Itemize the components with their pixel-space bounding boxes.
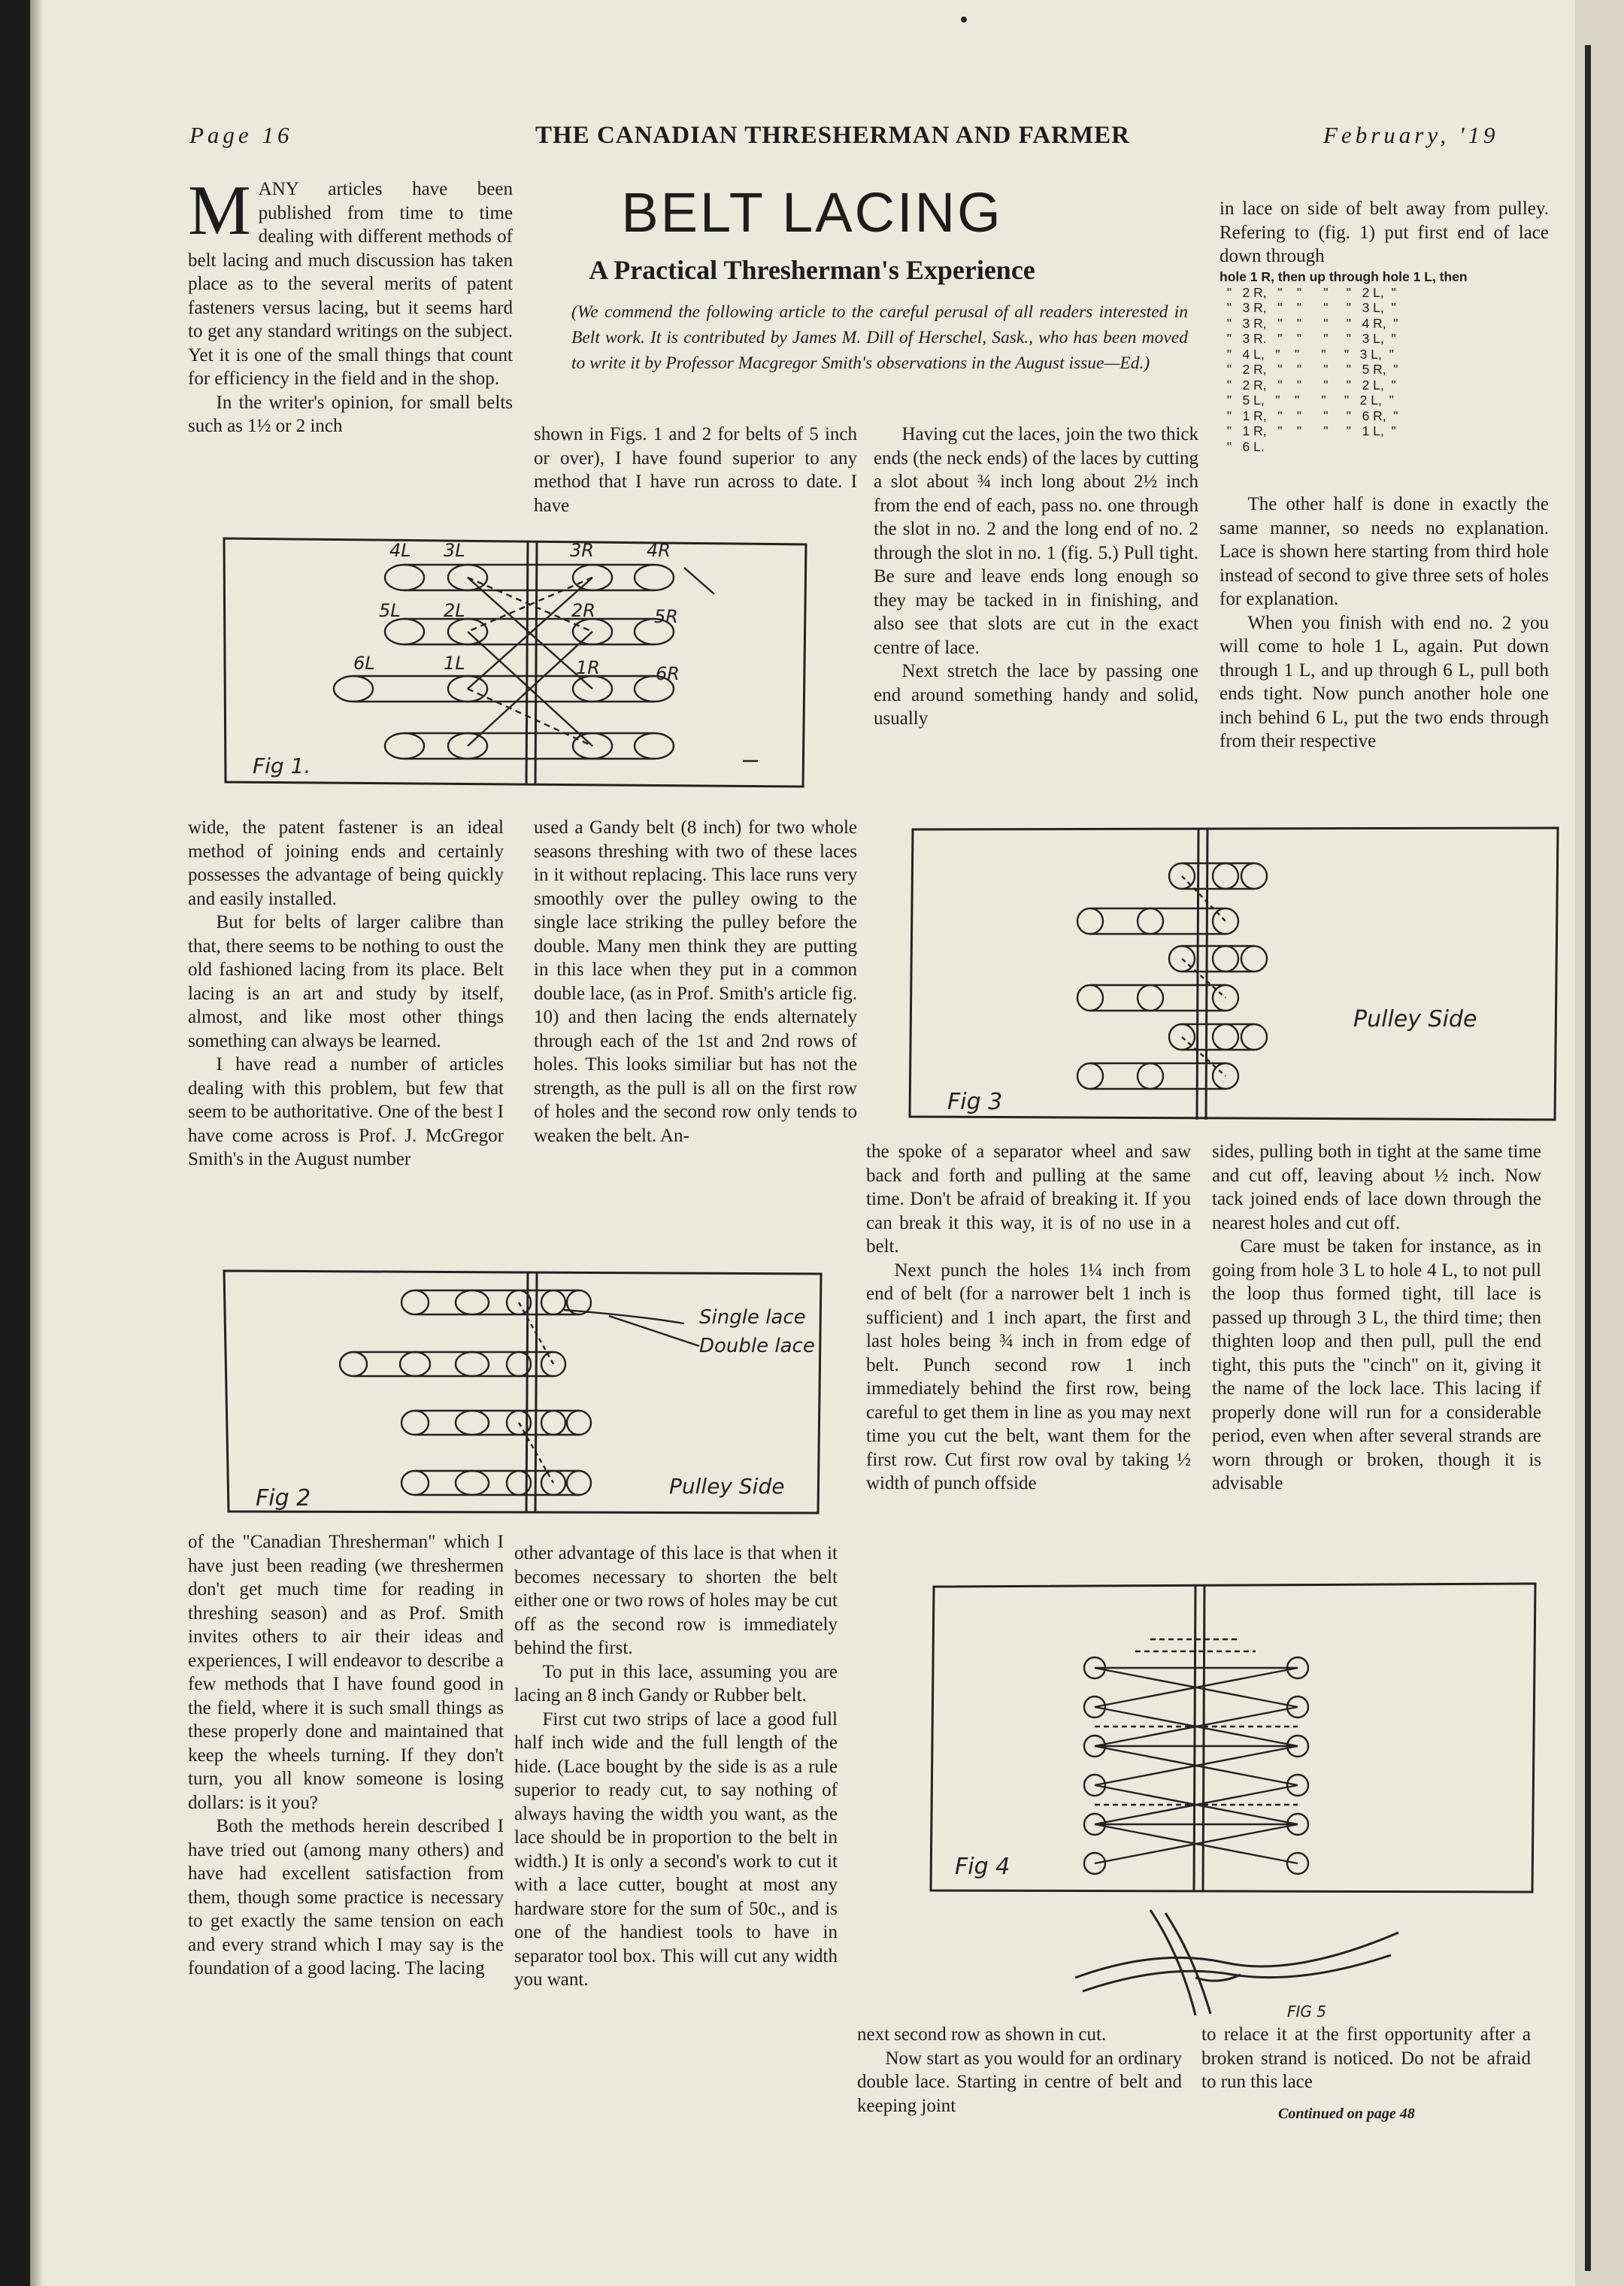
paragraph: Now start as you would for an ordinary double lace. Starting in centre of belt and keeping joint [857, 2048, 1182, 2116]
paragraph: Next stretch the lace by passing one end around something handy and solid, usually [874, 661, 1198, 729]
column-4-middle [1220, 493, 1549, 753]
figure-4 [925, 1579, 1541, 1895]
figure-annotation: Pulley Side [1353, 1006, 1477, 1032]
figure-label: FIG 5 [1287, 2003, 1326, 2021]
column-1-middle [188, 816, 504, 1172]
figure-3-drawing [902, 823, 1564, 1124]
paragraph: in lace on side of belt away from pulley. Refering to (fig. 1) put first end of lace down through [1220, 199, 1549, 266]
figure-label: Fig 4 [955, 1854, 1010, 1880]
column-4-lower [1212, 1140, 1541, 1496]
paragraph: other advantage of this lace is that when it becomes necessary to shorten the belt either one or two rows of holes may be cut off as the second row is immediately behind the first. [514, 1543, 838, 1658]
hole-label: 2R [571, 600, 595, 621]
figure-3 [902, 823, 1564, 1124]
paragraph: In the writer's opinion, for small belts such as 1½ or 2 inch [188, 392, 513, 436]
figure-label: Fig 3 [947, 1089, 1003, 1115]
paragraph: of the "Canadian Thresherman" which I have just been reading (we threshermen don't get much time for reading in threshing season) and as Prof. Smith invites others to air their ideas and experiences, I will endeavor to describe a few methods that I have found good in the field, where it is such small things as these properly done and maintained that keep the wheels turning. If they don't turn, you all know someone is losing dollars: is it you? [188, 1532, 504, 1813]
page-edge-line [1585, 45, 1591, 2271]
figure-annotation: Pulley Side [669, 1474, 785, 1499]
hole-label: 2L [444, 600, 465, 621]
column-3-bottom [857, 2023, 1182, 2118]
hole-label: 6L [353, 653, 375, 674]
paragraph: To put in this lace, assuming you are lacing an 8 inch Gandy or Rubber belt. [514, 1661, 838, 1705]
sequence-row: " 3 R, " " " " 4 R, " [1220, 315, 1398, 331]
column-2-middle [534, 816, 857, 1148]
sequence-row: " 4 L, " " " " 3 L, " [1220, 346, 1394, 362]
paragraph: wide, the patent fastener is an ideal method of joining ends and certainly possesses the advantage of being quickly and easily installed. [188, 817, 504, 909]
paragraph: used a Gandy belt (8 inch) for two whole seasons threshing with two of these laces in it without replacing. This lace runs very smoothly over the pulley owing to the single lace striking the pulley before the double. Many men think they are putting in this lace when they put in a common double lace, (as in Prof. Smith's article fig. 10) and then lacing the ends alternately through each of the 1st and 2nd rows of holes. This looks similiar but has not the strength, as the pull is all on the first row of holes and the second row only tends to weaken the belt. An- [534, 817, 857, 1146]
hole-label: 4R [647, 540, 671, 561]
column-4-top [1220, 197, 1549, 268]
figure-4-drawing [925, 1579, 1541, 1895]
adjacent-page-edge [1575, 0, 1624, 2286]
sequence-row: " 3 R. " " " " 3 L, " [1220, 331, 1396, 346]
paragraph: the spoke of a separator wheel and saw back and forth and pulling at the same time. Don't be afraid of breaking it. If you can break it this way, it is of no use in a belt. [866, 1141, 1191, 1257]
paragraph: The other half is done in exactly the same manner, so needs no explanation. Lace is shown here starting from third hole instead of second to give three sets of holes for explanation. [1220, 494, 1549, 609]
paragraph: I have read a number of articles dealing with this problem, but few that seem to be authoritative. One of the best I have come across is Prof. J. McGregor Smith's in the August number [188, 1054, 504, 1169]
sequence-lead: hole 1 R, then up through hole 1 L, then [1220, 269, 1468, 284]
hole-label: 5R [654, 606, 678, 627]
column-1-top [188, 171, 513, 438]
figure-1-drawing [218, 534, 812, 790]
hole-label: 3R [570, 540, 594, 561]
paragraph: First cut two strips of lace a good full half inch wide and the full length of the hide. (Lace bought by the side is as a rule superior to ready cut, to say nothing of always having the width you want, as the lace should be in proportion to the belt in width.) It is only a second's work to cut it with a lace cutter, bought at most any hardware store for the sum of 50c., and is one of the handiest tools to have in separator tool box. This will cut any width you want. [514, 1708, 838, 1990]
sequence-row: " 6 L. [1220, 438, 1265, 454]
sequence-row: " 2 R, " " " " 5 R, " [1220, 362, 1398, 377]
paragraph: Next punch the holes 1¼ inch from end of belt (for a narrower belt 1 inch is sufficient) and 1 inch apart, the first and last holes being ¾ inch in from edge of belt. Punch second row 1 inch immediately behind the first row, being careful to get them in line as you may next time you cut the belt, want them for the first row. Cut first row oval by taking ½ width of punch offside [866, 1260, 1191, 1493]
paragraph: But for belts of larger calibre than that, there seems to be nothing to oust the old fashioned lacing from its place. Belt lacing is an art and study by itself, almost, and like most other things something can always be learned. [188, 912, 504, 1051]
paragraph: next second row as shown in cut. [857, 2024, 1107, 2045]
hole-label: 3L [444, 540, 465, 561]
hole-label: 1L [444, 653, 465, 674]
sequence-row: " 1 R, " " " " 6 R, " [1220, 408, 1398, 423]
print-speck [961, 17, 967, 23]
paragraph: When you finish with end no. 2 you will come to hole 1 L, again. Put down through 1 L, and up through 6 L, pull both ends tight. Now punch another hole one inch behind 6 L, put the two ends through from their respective [1220, 612, 1549, 751]
journal-title: THE CANADIAN THRESHERMAN AND FARMER [535, 122, 1130, 149]
column-4-bottom [1201, 2023, 1531, 2094]
issue-date: February, '19 [1323, 122, 1499, 148]
figure-annotation: Double lace [699, 1335, 815, 1357]
column-3-top [874, 423, 1198, 731]
figure-label: Fig 2 [256, 1485, 311, 1511]
paragraph: sides, pulling both in tight at the same time and cut off, leaving about ½ inch. Now tack joined ends of lace down through the nearest holes and cut off. [1212, 1141, 1541, 1233]
figure-5 [1068, 1902, 1413, 2023]
figure-2 [218, 1263, 827, 1519]
column-3-middle [866, 1140, 1191, 1496]
drop-cap: M [188, 171, 251, 250]
paragraph: ANY articles have been published from time to time dealing with different methods of belt lacing and much discussion has taken place as to the several merits of patent fasteners versus lacing, but it seems hard to get any standard writings on the subject. Yet it is one of the small things that count for efficiency in the field and in the shop. [188, 179, 513, 389]
hole-label: 6R [656, 663, 680, 684]
article-title: BELT LACING [621, 181, 1003, 244]
hole-label: 5L [379, 600, 401, 621]
hole-label: 1R [576, 657, 600, 678]
figure-annotation: Single lace [699, 1306, 806, 1329]
sequence-row: " 2 R, " " " " 2 L, " [1220, 377, 1396, 393]
sequence-row: " 2 R, " " " " 2 L, " [1220, 284, 1396, 300]
column-2-bottom [514, 1542, 838, 1992]
figure-2-drawing [218, 1263, 827, 1519]
sequence-row: " 3 R, " " " " 3 L, " [1220, 300, 1396, 315]
lacing-sequence [1220, 269, 1550, 454]
article-subtitle: A Practical Thresherman's Experience [589, 255, 1035, 285]
page-number: Page 16 [189, 122, 293, 148]
figure-1 [218, 534, 812, 790]
page-gutter-shadow [30, 0, 44, 2286]
figure-5-drawing [1068, 1902, 1413, 2023]
paragraph: to relace it at the first opportunity after a broken strand is noticed. Do not be afraid to run this lace [1201, 2024, 1531, 2092]
column-2-top [534, 423, 857, 517]
paragraph: Both the methods herein described I have tried out (among many others) and have had excellent satisfaction from them, though some practice is necessary to get exactly the same tension on each and every strand which I may say is the foundation of a good lacing. The lacing [188, 1816, 504, 1978]
figure-label: Fig 1. [253, 753, 311, 778]
hole-label: 4L [389, 540, 411, 561]
sequence-row: " 1 R, " " " " 1 L, " [1220, 423, 1396, 438]
paragraph: shown in Figs. 1 and 2 for belts of 5 inch or over), I have found superior to any method that I have run across to date. I have [534, 424, 857, 516]
paragraph: Having cut the laces, join the two thick ends (the neck ends) of the laces by cutting a slot about ¾ inch long about 2½ inch from the end of each, pass no. one through the slot in no. 2 and the long end of no. 2 through the slot in no. 1 (fig. 5.) Pull tight. Be sure and leave ends long enough so they may be tacked in in finishing, and also see that slots are cut in the exact centre of lace. [874, 424, 1198, 658]
sequence-row: " 5 L, " " " " 2 L, " [1220, 393, 1394, 408]
paragraph: Care must be taken for instance, as in going from hole 3 L to hole 4 L, to not pull the loop thus formed tight, till lace is passed up through 3 L, the third time; then thighten loop and then pull, pull the end tight, this puts the "cinch" on it, giving it the name of the lock lace. This lacing if properly done will run for a considerable period, even when after several strands are worn through or broken, though it is advisable [1212, 1236, 1541, 1493]
editor-note: (We commend the following article to the careful perusal of all readers interested in Belt work. It is contributed by James M. Dill of Herschel, Sask., who has been moved to write it by Professor Macgregor Smith's observations in the August issue—Ed.) [571, 302, 1188, 373]
continued-note: Continued on page 48 [1278, 2106, 1415, 2122]
column-1-bottom [188, 1530, 504, 1981]
